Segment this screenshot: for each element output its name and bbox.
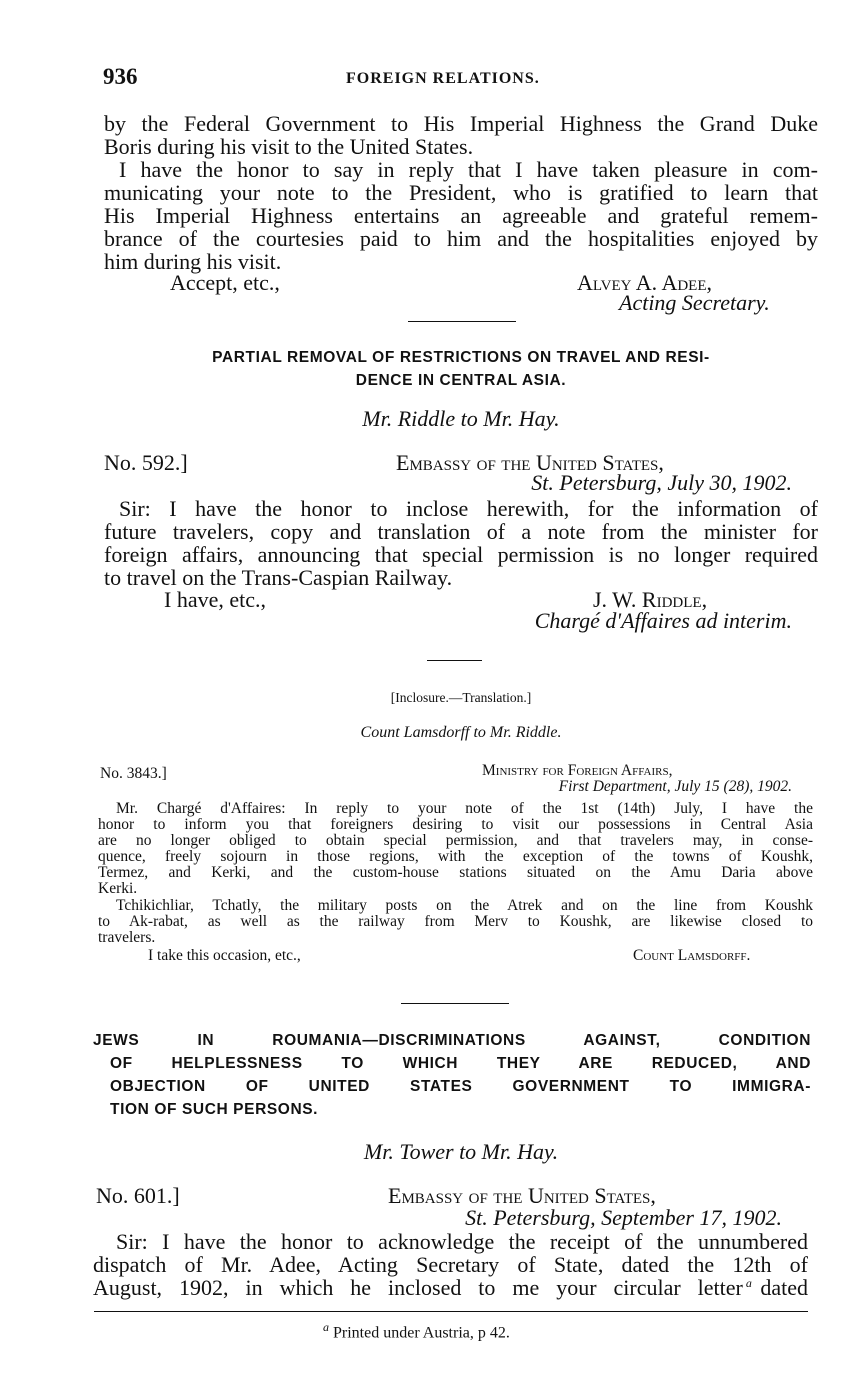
body-line: honor to inform you that foreigners desiring to visit our possessions in Central Asia <box>98 816 813 833</box>
section-divider <box>427 660 482 661</box>
body-line: Mr. Chargé d'Affaires: In reply to your note of the 1st (14th) July, I have the <box>116 800 813 817</box>
intro-line: brance of the courtesies paid to him and the hospitalities enjoyed by <box>104 226 818 251</box>
body-line <box>93 1277 808 1299</box>
body-line: foreign affairs, announcing that special permission is no longer required <box>104 542 818 567</box>
doc-number: No. 592.] <box>104 450 188 475</box>
body-line: Kerki. <box>98 880 138 897</box>
body-line: to travel on the Trans-Caspian Railway. <box>104 565 453 590</box>
footnote-divider <box>94 1311 808 1312</box>
footnote-reference: a <box>745 1276 752 1290</box>
intro-line: Boris during his visit to the United States. <box>104 134 474 159</box>
section-divider <box>401 1003 509 1004</box>
signature: Count Lamsdorff. <box>633 947 751 964</box>
heading-line: JEWS IN ROUMANIA—DISCRIMINATIONS AGAINST, CONDITION <box>93 1032 811 1049</box>
enclosure-label: [Inclosure.—Translation.] <box>390 690 532 705</box>
letter-date: St. Petersburg, September 17, 1902. <box>465 1205 782 1230</box>
body-line: dispatch of Mr. Adee, Acting Secretary of State, dated the 12th of <box>93 1252 808 1277</box>
body-line: Sir: I have the honor to acknowledge the receipt of the unnumbered <box>116 1229 808 1254</box>
letter-subheading: Mr. Tower to Mr. Hay. <box>363 1139 559 1164</box>
heading-line: OBJECTION OF UNITED STATES GOVERNMENT TO IMMIGRA- <box>110 1078 811 1095</box>
heading-line: DENCE IN CENTRAL ASIA. <box>355 372 567 389</box>
letter-subheading: Mr. Riddle to Mr. Hay. <box>362 406 560 431</box>
embassy-address: Embassy of the United States, <box>396 450 664 475</box>
intro-line: by the Federal Government to His Imperial Highness the Grand Duke <box>104 111 818 136</box>
body-line-text: August, 1902, in which he inclosed to me your circular letter <box>93 1275 743 1300</box>
intro-line: I have the honor to say in reply that I have taken pleasure in com- <box>119 157 818 182</box>
body-line: Termez, and Kerki, and the custom-house stations situated on the Amu Daria above <box>98 864 813 881</box>
running-title: FOREIGN RELATIONS. <box>346 70 540 87</box>
body-line: are no longer obliged to obtain special permission, and that travelers may, in conse- <box>98 832 813 849</box>
closing: I have, etc., <box>164 587 266 612</box>
page-number: 936 <box>103 64 138 89</box>
embassy-address: Embassy of the United States, <box>388 1183 656 1208</box>
intro-line: His Imperial Highness entertains an agreeable and grateful remem- <box>104 203 818 228</box>
body-line: travelers. <box>98 929 156 946</box>
body-line-text: dated <box>754 1275 808 1300</box>
doc-number: No. 3843.] <box>100 765 167 782</box>
heading-line: OF HELPLESSNESS TO WHICH THEY ARE REDUCED, AND <box>110 1055 811 1072</box>
ministry-address: Ministry for Foreign Affairs, <box>482 762 673 779</box>
section-heading <box>93 1029 811 1121</box>
body-line: quence, freely sojourn in those regions, with the exception of the towns of Koushk, <box>98 848 813 865</box>
body-line: Sir: I have the honor to inclose herewith, for the information of <box>119 496 818 521</box>
closing: Accept, etc., <box>170 270 280 295</box>
body-line: to Ak-rabat, as well as the railway from Merv to Koushk, are likewise closed to <box>98 913 813 930</box>
intro-line: him during his visit. <box>104 249 282 274</box>
signature-title: Chargé d'Affaires ad interim. <box>534 608 792 633</box>
heading-line: TION OF SUCH PERSONS. <box>110 1101 319 1118</box>
intro-line: municating your note to the President, who is gratified to learn that <box>104 180 818 205</box>
section-divider <box>408 321 516 322</box>
letter-subheading: Count Lamsdorff to Mr. Riddle. <box>360 724 562 741</box>
letter-date: St. Petersburg, July 30, 1902. <box>531 470 792 495</box>
signature: Alvey A. Adee, <box>577 270 713 295</box>
footnote-text: Printed under Austria, p 42. <box>333 1324 510 1342</box>
footnote-marker: a <box>323 1320 329 1334</box>
footnote <box>323 1320 510 1342</box>
letter-date: First Department, July 15 (28), 1902. <box>558 778 792 795</box>
doc-number: No. 601.] <box>96 1183 180 1208</box>
closing: I take this occasion, etc., <box>148 947 301 964</box>
section-heading <box>104 346 818 392</box>
body-line: future travelers, copy and translation of a note from the minister for <box>104 519 818 544</box>
heading-line: PARTIAL REMOVAL OF RESTRICTIONS ON TRAVEL AND RESI- <box>212 349 710 366</box>
body-line: Tchikichliar, Tchatly, the military posts on the Atrek and on the line from Koushk <box>116 897 813 914</box>
signature-title: Acting Secretary. <box>619 290 770 315</box>
signature: J. W. Riddle, <box>593 587 708 612</box>
